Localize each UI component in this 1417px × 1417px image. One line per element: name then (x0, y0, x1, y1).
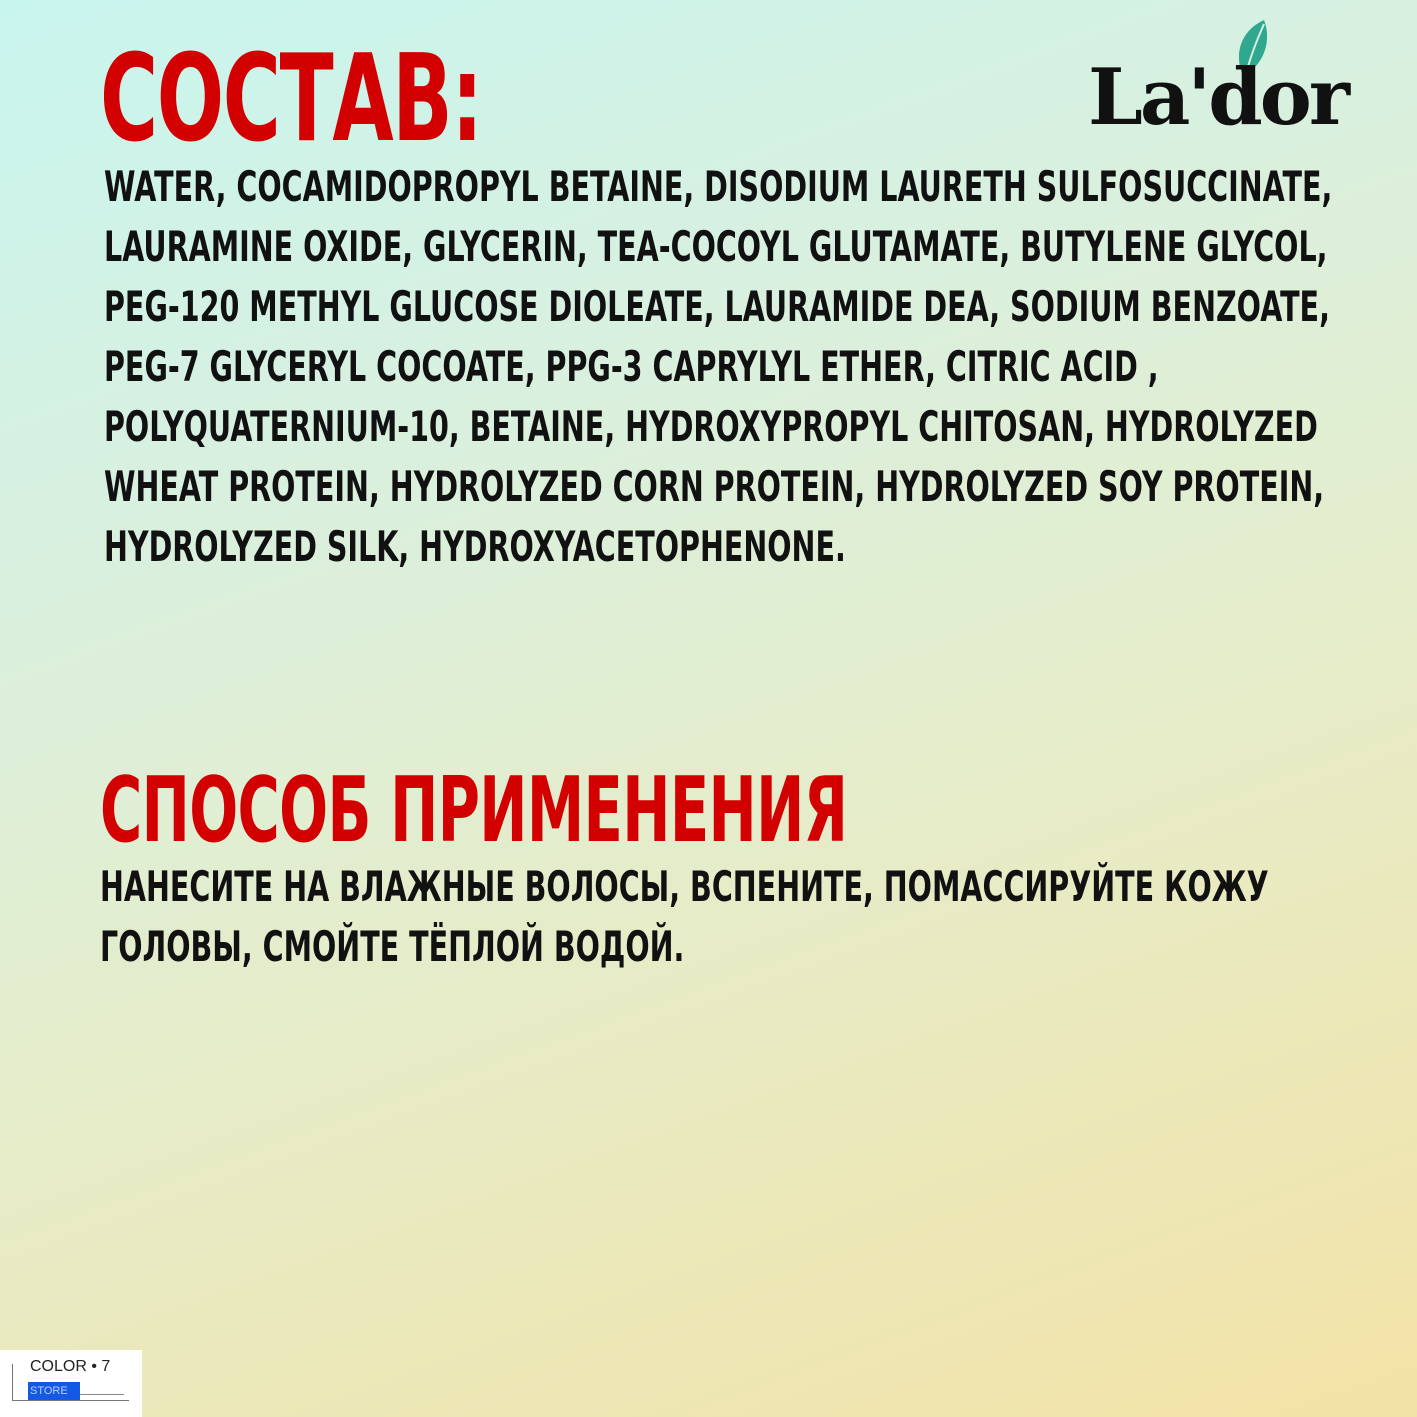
usage-line: НАНЕСИТЕ НА ВЛАЖНЫЕ ВОЛОСЫ, ВСПЕНИТЕ, ПОМАССИРУЙТЕ КОЖУ (100, 862, 1269, 911)
usage-title: СПОСОБ ПРИМЕНЕНИЯ (100, 758, 848, 863)
ingredients-line: WHEAT PROTEIN, HYDROLYZED CORN PROTEIN, HYDROLYZED SOY PROTEIN, (104, 462, 1325, 511)
store-badge-bar: STORE (28, 1382, 80, 1400)
ingredients-line: LAURAMINE OXIDE, GLYCERIN, TEA-COCOYL GLUTAMATE, BUTYLENE GLYCOL, (104, 222, 1328, 271)
ingredients-list (104, 157, 1332, 577)
store-badge (0, 1350, 142, 1417)
ingredients-line: WATER, COCAMIDOPROPYL BETAINE, DISODIUM LAURETH SULFOSUCCINATE, (104, 162, 1333, 211)
store-badge-divider (80, 1394, 124, 1395)
usage-line: ГОЛОВЫ, СМОЙТЕ ТЁПЛОЙ ВОДОЙ. (100, 922, 685, 971)
ingredients-line: PEG-7 GLYCERYL COCOATE, PPG-3 CAPRYLYL ETHER, CITRIC ACID , (104, 342, 1159, 391)
ingredients-line: HYDROLYZED SILK, HYDROXYACETOPHENONE. (104, 522, 846, 571)
ingredients-line: PEG-120 METHYL GLUCOSE DIOLEATE, LAURAMIDE DEA, SODIUM BENZOATE, (104, 282, 1330, 331)
usage-instructions (100, 857, 1269, 977)
brand-logo-text: La'dor (1088, 52, 1347, 143)
composition-title: СОСТАВ: (100, 30, 482, 169)
brand-logo (1088, 18, 1347, 143)
ingredients-line: POLYQUATERNIUM-10, BETAINE, HYDROXYPROPYL CHITOSAN, HYDROLYZED (104, 402, 1318, 451)
store-name: COLOR • 7 (30, 1358, 111, 1375)
